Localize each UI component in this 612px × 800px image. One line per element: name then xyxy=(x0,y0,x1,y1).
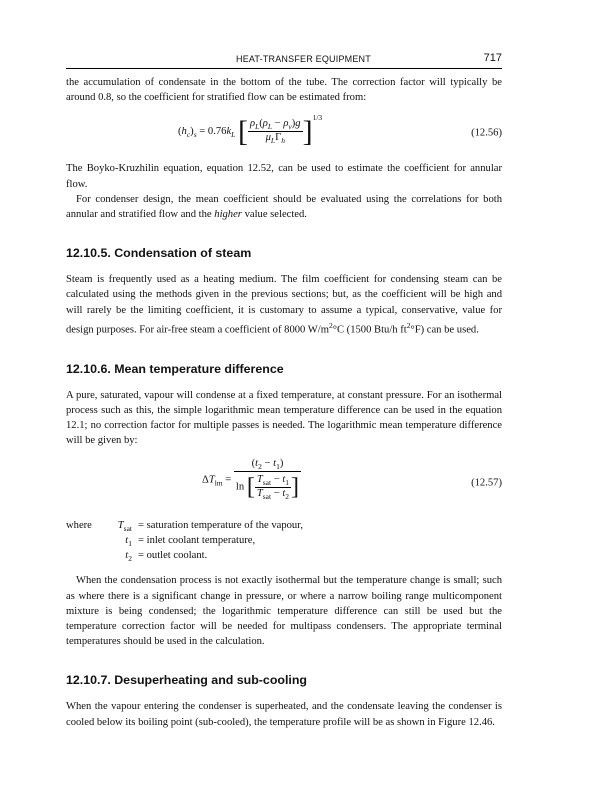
definition-text: = inlet coolant temperature, xyxy=(138,535,256,547)
running-title: HEAT-TRANSFER EQUIPMENT xyxy=(236,54,371,64)
paragraph: The Boyko-Kruzhilin equation, equation 12.52, can be used to estimate the coefficient for annular flow. xyxy=(66,163,502,190)
definition-row xyxy=(66,533,502,548)
paragraph: When the condensation process is not exactly isothermal but the temperature change is small; such as where there is a significant change in pressure, or where a narrow boiling range multicomponent mixture is being condensed; the logarithmic temperature difference can still be used but the temperature correction factor will be needed for multipass condensers. The appropriate terminal temperatures should be used in the calculation. xyxy=(66,575,502,648)
definition-text: = saturation temperature of the vapour, xyxy=(138,520,303,532)
equation-body: $(h_c)_s = 0.76k_L$ [ $\frac{\rho_L(\rho_L - \rho_v)g}{\mu_L\Gamma_h}$ ]$^{1/3}$ xyxy=(178,113,323,148)
section-heading: 12.10.7. Desuperheating and sub-cooling xyxy=(66,673,307,688)
paragraph: When the vapour entering the condenser is superheated, and the condensate leaving the condenser is cooled below its boiling point (sub-cooled), the temperature profile will be as shown in Figure 12.46. xyxy=(66,701,502,728)
section-heading: 12.10.6. Mean temperature difference xyxy=(66,361,284,376)
page-body xyxy=(66,75,502,730)
definition-text: = outlet coolant. xyxy=(138,550,208,562)
equation-12-57 xyxy=(66,454,502,512)
equation-body: $\Delta T_{lm}$ = $(t_2 - t_1)$ ln [ $\frac{T_{sat} - t_1}{T_{sat} - t_2}$ ] xyxy=(202,458,300,502)
paragraph: the accumulation of condensate in the bottom of the tube. The correction factor will typically be around 0.8, so the coefficient for stratified flow can be estimated from: xyxy=(66,77,502,104)
symbol: $t_1$ xyxy=(125,535,132,549)
where-label: where xyxy=(66,520,92,532)
symbol: $t_2$ xyxy=(125,550,132,564)
equation-12-56 xyxy=(66,111,502,155)
running-header xyxy=(66,52,502,69)
symbol-definitions xyxy=(66,518,502,563)
equation-number: (12.56) xyxy=(471,127,502,139)
paragraph: A pure, saturated, vapour will condense at a fixed temperature, at constant pressure. For an isothermal process such as this, the simple logarithmic mean temperature difference can be used in the equation 12.1; no correction factor for multiple passes is needed. The logarithmic mean temperature difference will be given by: xyxy=(66,389,502,447)
paragraph: For condenser design, the mean coefficient should be evaluated using the correlations for both annular and stratified flow and the higher value selected. xyxy=(66,193,502,221)
equation-number: (12.57) xyxy=(471,477,502,489)
definition-row xyxy=(66,518,502,533)
paragraph: Steam is frequently used as a heating medium. The film coefficient for condensing steam can be calculated using the methods given in the previous sections; but, as the coefficient will be high and will rarely be the limiting coefficient, it is customary to assume a typical, conservative, value for design purposes. For air-free steam a coefficient of 8000 $W/m^2^\circ C$ (1500 Btu/h $ft^2^\circ F$) can be used. xyxy=(66,274,502,336)
page-number: 717 xyxy=(483,52,502,64)
section-heading: 12.10.5. Condensation of steam xyxy=(66,246,252,261)
symbol: $T_{sat}$ xyxy=(117,520,132,534)
definition-row xyxy=(66,548,502,563)
